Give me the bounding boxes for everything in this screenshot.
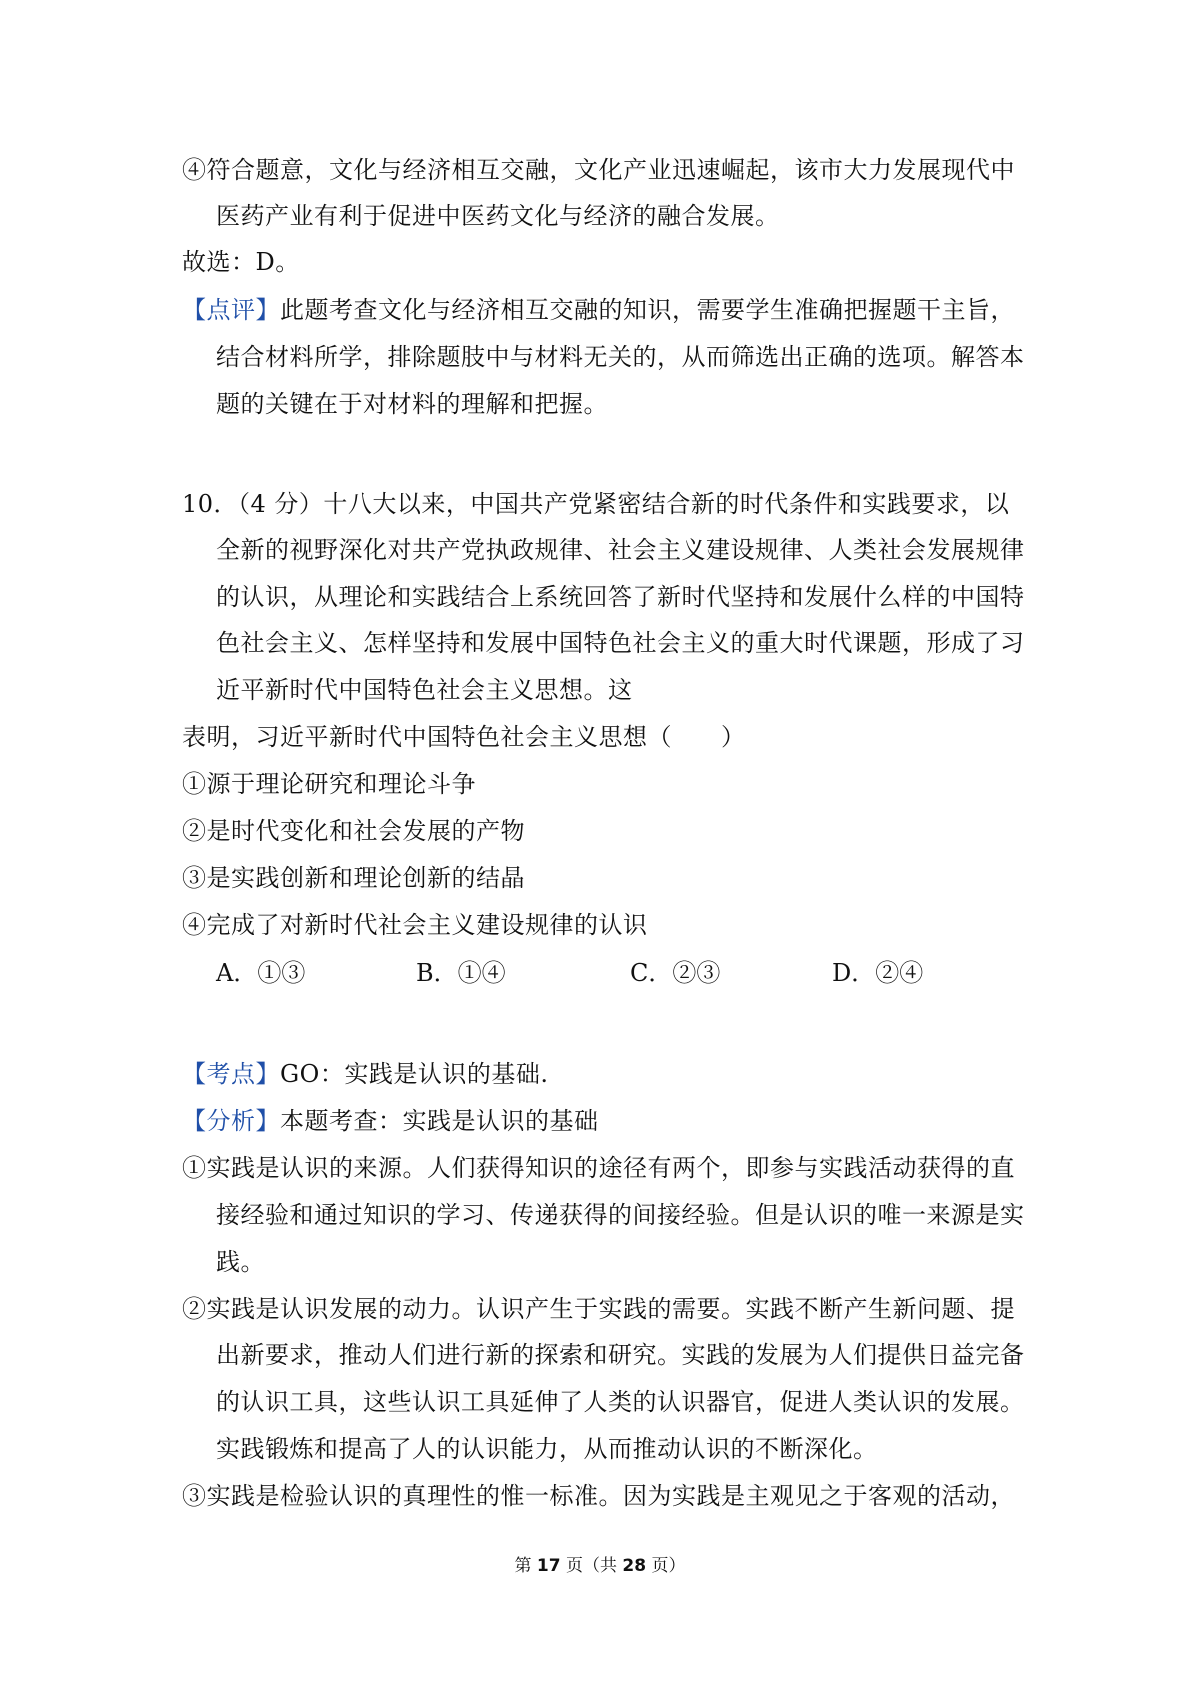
question-stem: 色社会主义、怎样坚持和发展中国特色社会主义的重大时代课题，形成了习	[216, 629, 1025, 657]
statement-option: ①源于理论研究和理论斗争	[182, 770, 476, 798]
prev-answer-line: ④符合题意，文化与经济相互交融，文化产业迅速崛起，该市大力发展现代中	[182, 156, 1015, 184]
footer-current-page: 17	[536, 1556, 561, 1576]
question-stem: 全新的视野深化对共产党执政规律、社会主义建设规律、人类社会发展规律	[216, 536, 1025, 564]
footer-prefix: 第	[514, 1556, 532, 1576]
analysis-paragraph: 践。	[216, 1248, 265, 1276]
choice-c: C．②③	[630, 959, 721, 987]
analysis-paragraph: ①实践是认识的来源。人们获得知识的途径有两个，即参与实践活动获得的直	[182, 1154, 1015, 1182]
comment-text: 此题考查文化与经济相互交融的知识，需要学生准确把握题干主旨，	[280, 296, 1015, 324]
point-tag: 【考点】	[182, 1060, 280, 1088]
footer-total-pages: 28	[622, 1556, 647, 1576]
choice-a: A．①③	[216, 959, 306, 987]
footer-mid: 页（共	[566, 1556, 617, 1576]
statement-option: ②是时代变化和社会发展的产物	[182, 817, 525, 845]
prev-answer-line: 医药产业有利于促进中医药文化与经济的融合发展。	[216, 202, 780, 230]
question-stem: 的认识，从理论和实践结合上系统回答了新时代坚持和发展什么样的中国特	[216, 583, 1025, 611]
analysis-tag: 【分析】	[182, 1107, 280, 1135]
analysis-paragraph: 接经验和通过知识的学习、传递获得的间接经验。但是认识的唯一来源是实	[216, 1201, 1025, 1229]
footer-suffix: 页）	[651, 1556, 686, 1576]
analysis-paragraph: 实践锻炼和提高了人的认识能力，从而推动认识的不断深化。	[216, 1435, 878, 1463]
page-footer	[0, 1554, 1200, 1578]
comment-line	[182, 294, 1015, 326]
statement-option: ③是实践创新和理论创新的结晶	[182, 864, 525, 892]
choice-b: B．①④	[416, 959, 506, 987]
answer-choice: 故选：D。	[182, 248, 300, 276]
analysis-text: 本题考查：实践是认识的基础	[280, 1107, 599, 1135]
analysis-paragraph: 出新要求，推动人们进行新的探索和研究。实践的发展为人们提供日益完备	[216, 1341, 1025, 1369]
analysis-paragraph: 的认识工具，这些认识工具延伸了人类的认识器官，促进人类认识的发展。	[216, 1388, 1025, 1416]
choice-d: D．②④	[832, 959, 924, 987]
analysis-paragraph: ②实践是认识发展的动力。认识产生于实践的需要。实践不断产生新问题、提	[182, 1295, 1015, 1323]
analysis-paragraph: ③实践是检验认识的真理性的惟一标准。因为实践是主观见之于客观的活动，	[182, 1482, 1015, 1510]
question-stem: 表明，习近平新时代中国特色社会主义思想（ ）	[182, 723, 746, 751]
analysis-line	[182, 1105, 599, 1137]
point-text: GO：实践是认识的基础.	[280, 1060, 549, 1088]
question-stem: 近平新时代中国特色社会主义思想。这	[216, 676, 633, 704]
comment-line: 结合材料所学，排除题肢中与材料无关的，从而筛选出正确的选项。解答本	[216, 343, 1025, 371]
comment-line: 题的关键在于对材料的理解和把握。	[216, 390, 608, 418]
statement-option: ④完成了对新时代社会主义建设规律的认识	[182, 911, 648, 939]
question-stem: 10．（4 分）十八大以来，中国共产党紧密结合新的时代条件和实践要求，以	[182, 490, 1010, 518]
point-line	[182, 1058, 548, 1090]
comment-tag: 【点评】	[182, 296, 280, 324]
